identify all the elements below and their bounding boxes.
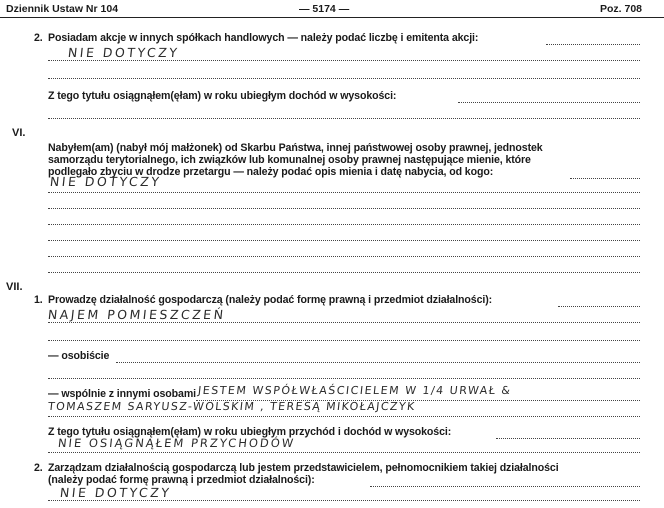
journal-title: Dziennik Ustaw Nr 104: [6, 3, 119, 15]
fill-line: [48, 340, 640, 341]
fill-line: [48, 416, 640, 417]
section6-text-line1: Nabyłem(am) (nabył mój małżonek) od Skarbu Państwa, innej państwowej osoby prawnej, jednostek: [48, 142, 543, 154]
joint-answer-line1: JESTEM WSPÓŁWŁAŚCICIELEM W 1/4 URWAŁ &: [197, 384, 513, 397]
fill-line: [570, 178, 640, 179]
section7-numeral: VII.: [6, 281, 23, 293]
fill-line: [116, 362, 640, 363]
fill-line: [48, 192, 640, 193]
fill-line: [48, 452, 640, 453]
fill-line: [370, 486, 640, 487]
item2-answer: NIE DOTYCZY: [67, 45, 181, 60]
item2-question: Posiadam akcje w innych spółkach handlowych — należy podać liczbę i emitenta akcji:: [48, 32, 479, 44]
joint-answer-line2: TOMASZEM SARYUSZ-WOLSKIM , TERESĄ MIKOŁAJCZYK: [47, 400, 417, 413]
fill-line: [48, 224, 640, 225]
fill-line: [48, 500, 640, 501]
fill-line: [48, 240, 640, 241]
section6-numeral: VI.: [12, 127, 26, 139]
fill-line: [48, 322, 640, 323]
fill-line: [496, 438, 640, 439]
section7-item1-number: 1.: [34, 294, 43, 306]
section7-item1-answer: NAJEM POMIESZCZEŃ: [47, 307, 227, 322]
position-number: Poz. 708: [600, 3, 643, 15]
header-rule: [0, 17, 664, 18]
section6-text-line2: samorządu terytorialnego, ich związków lub komunalnej osoby prawnej następujące mienie, które: [48, 154, 531, 166]
fill-line: [48, 78, 640, 79]
page-number: — 5174 —: [299, 3, 350, 15]
fill-line: [48, 256, 640, 257]
section6-text-line3: podlegało zbyciu w drodze przetargu — należy podać opis mienia i datę nabycia, od kogo:: [48, 166, 494, 178]
fill-line: [48, 60, 640, 61]
personal-label: — osobiście: [48, 350, 110, 362]
section6-answer: NIE DOTYCZY: [49, 174, 163, 189]
fill-line: [458, 102, 640, 103]
section7-item2-answer: NIE DOTYCZY: [59, 485, 173, 500]
item2-number: 2.: [34, 32, 43, 44]
fill-line: [48, 378, 640, 379]
item2-income-label: Z tego tytułu osiągnąłem(ęłam) w roku ubiegłym dochód w wysokości:: [48, 90, 397, 102]
section7-item2-text-line1: Zarządzam działalnością gospodarczą lub jestem przedstawicielem, pełnomocnikiem takiej działalności: [48, 462, 559, 474]
section7-item2-text-line2: (należy podać formę prawną i przedmiot działalności):: [48, 474, 315, 486]
fill-line: [48, 208, 640, 209]
section7-item2-number: 2.: [34, 462, 43, 474]
section7-item1-question: Prowadzę działalność gospodarczą (należy podać formę prawną i przedmiot działalności):: [48, 294, 493, 306]
fill-line: [48, 118, 640, 119]
joint-label: — wspólnie z innymi osobami: [48, 388, 196, 400]
fill-line: [546, 44, 640, 45]
fill-line: [48, 272, 640, 273]
section7-item1-income-label: Z tego tytułu osiągnąłem(ęłam) w roku ubiegłym przychód i dochód w wysokości:: [48, 426, 452, 438]
section7-item1-income-answer: NIE OSIĄGNĄŁEM PRZYCHODÓW: [57, 436, 296, 450]
fill-line: [558, 306, 640, 307]
